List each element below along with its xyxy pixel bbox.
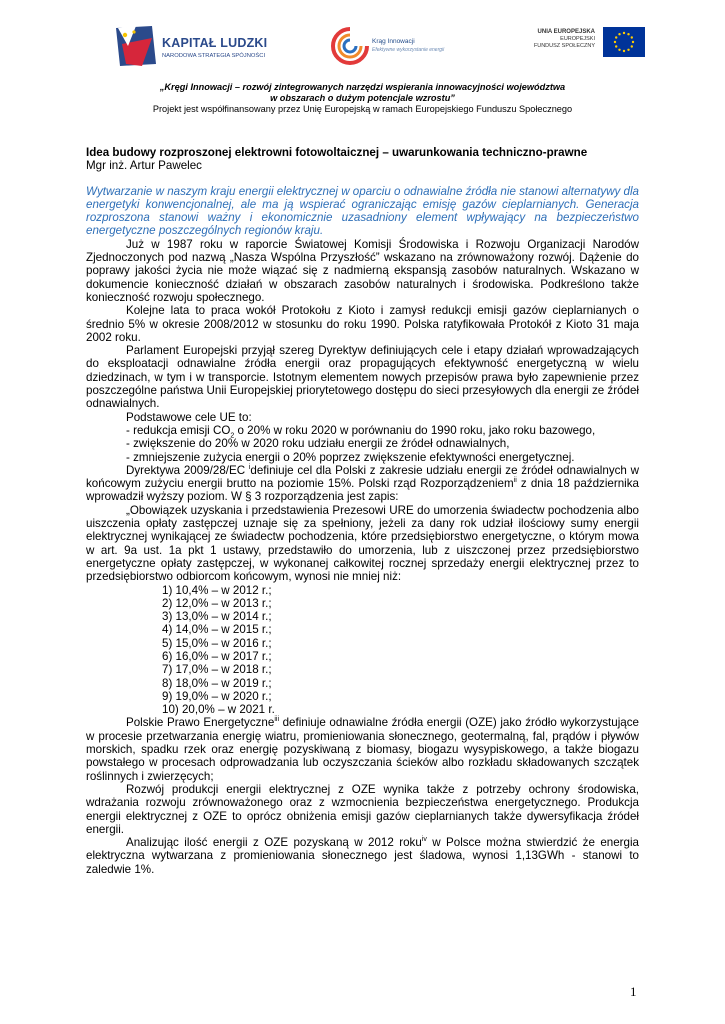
paragraph-2: Kolejne lata to praca wokół Protokołu z Kioto i zamysł redukcji emisji gazów cieplarnianych o średnio 5% w okresie 2008/2012 w stosunku do roku 1990. Polska ratyfikowała Protokół z Kioto 31 maja 2002 roku. <box>86 304 639 344</box>
p4-text-b: definiuje cel dla Polski z zakresie udziału energii ze źródeł odnawialnych w końcowym zużyciu energii brutto na poziomie 15%. Polski rząd Rozporządzeniem <box>86 463 639 491</box>
footnote-ref-iii[interactable]: iii <box>274 716 279 724</box>
levels-list <box>86 584 639 717</box>
unia-europejska-logo <box>530 25 645 63</box>
p7-text-a: Analizując ilość energii z OZE pozyskaną w 2012 roku <box>126 836 422 850</box>
level-item: 6) 16,0% – w 2017 r.; <box>162 649 272 663</box>
unia-line-1: UNIA EUROPEJSKA <box>537 29 595 35</box>
project-title-line-2: w obszarach o dużym potencjale wzrostu” <box>270 93 455 103</box>
level-item: 4) 14,0% – w 2015 r.; <box>162 623 272 637</box>
unia-line-3: FUNDUSZ SPOŁECZNY <box>533 43 595 49</box>
footnote-ref-i[interactable]: i <box>248 463 251 471</box>
kapital-ludzki-flag-icon <box>112 24 158 68</box>
p4-text-a: Dyrektywa 2009/28/EC <box>126 463 249 477</box>
footnote-ref-ii[interactable]: ii <box>513 477 517 485</box>
unia-europejska-text <box>534 29 595 50</box>
level-item: 3) 13,0% – w 2014 r.; <box>162 610 272 624</box>
goal-item-1 <box>86 423 639 440</box>
level-item: 7) 17,0% – w 2018 r.; <box>162 663 272 677</box>
p5-text-a: Polskie Prawo Energetyczne <box>126 716 275 730</box>
kapital-ludzki-subtitle: NARODOWA STRATEGIA SPÓJNOŚCI <box>162 53 266 59</box>
level-item: 1) 10,4% – w 2012 r.; <box>162 583 272 597</box>
footnote-ref-iv[interactable]: iv <box>421 836 427 844</box>
level-item: 10) 20,0% – w 2021 r. <box>162 703 275 717</box>
paragraph-5 <box>86 716 639 782</box>
regulation-quote: „Obowiązek uzyskania i przedstawienia Prezesowi URE do umorzenia świadectw pochodzenia albo uiszczenia opłaty zastępczej uznaje się za spełniony, jeżeli za dany rok udział ilościowy sumy energii elektrycznej wynikającej ze świadectw pochodzenia, które przedsiębiorstwo energetyczne, o którym mowa w art. 9a ust. 1a pkt 1 ustawy, przedstawiło do umorzenia, lub z uiszczonej przez przedsiębiorstwo energetyczne opłaty zastępczej, w wykonanej całkowitej rocznej sprzedaży energii elektrycznej przez to przedsiębiorstwo odbiorcom końcowym, wynosi nie mniej niż: <box>86 503 639 584</box>
paragraph-1: Już w 1987 roku w raporcie Światowej Komisji Środowiska i Rozwoju Organizacji Narodów Zjednoczonych pod nazwą „Nasza Wspólna Przyszłość” wskazano na zrównoważony rozwój. Dążenie do poprawy jakości życia nie może wiązać się z nadmierną ekspansją zasobów naturalnych. Wskazano w dokumencie konieczność działań w obszarach zasobów naturalnych i środowiska. Podkreślono także konieczność rozwoju społecznego. <box>86 237 639 304</box>
document-body <box>86 146 639 876</box>
goals-intro: Podstawowe cele UE to: <box>126 410 252 424</box>
paragraph-6: Rozwój produkcji energii elektrycznej z OZE wynika także z potrzeby ochrony środowiska, wdrażania rozwoju zrównoważonego oraz z wzmocnienia bezpieczeństwa energetycznego. Produkcja energii elektrycznej z OZE to oprócz obniżenia emisji gazów cieplarnianych także dywersyfikacja źródeł energii. <box>86 782 639 836</box>
kregi-innowacji-logo <box>330 26 460 66</box>
page-header <box>0 0 725 90</box>
level-item: 9) 19,0% – w 2020 r.; <box>162 689 272 703</box>
document-title: Idea budowy rozproszonej elektrowni fotowoltaicznej – uwarunkowania techniczno-prawne <box>86 146 588 159</box>
project-info <box>0 82 725 115</box>
p4-text-c: z dnia 18 października wprowadził wyższy poziom. W § 3 rozporządzenia jest zapis: <box>86 477 639 504</box>
goal-item-3: - zmniejszenie zużycia energii o 20% poprzez zwiększenie efektywności energetycznej. <box>126 450 575 464</box>
page-number: 1 <box>630 984 637 999</box>
kregi-innowacji-subtitle: Efektywne wykorzystanie energii <box>372 47 445 53</box>
project-funding-line: Projekt jest współfinansowany przez Unię Europejską w ramach Europejskiego Funduszu Społecznego <box>152 104 573 114</box>
kapital-ludzki-logo <box>112 22 282 72</box>
project-title-line-1: „Kręgi Innowacji – rozwój zintegrowanych narzędzi wspierania innowacyjności województwa <box>159 82 566 92</box>
unia-line-2: EUROPEJSKI <box>560 36 595 42</box>
paragraph-4 <box>86 464 639 504</box>
p7-text-b: w Polsce można stwierdzić że energia elektryczna wytwarzana z promieniowania słonecznego jest śladowa, wynosi 1,13GWh - stanowi to zaledwie 1%. <box>86 836 639 876</box>
goal-item-2: - zwiększenie do 20% w 2020 roku udziału energii ze źródeł odnawialnych, <box>126 437 510 451</box>
document-author: Mgr inż. Artur Pawelec <box>86 159 202 173</box>
level-item: 8) 18,0% – w 2019 r.; <box>162 676 272 690</box>
paragraph-7 <box>86 836 639 876</box>
p5-text-b: definiuje odnawialne źródła energii (OZE) jako źródło wykorzystujące w procesie przetwarzania energię wiatru, promieniowania słonecznego, geotermalną, fal, prądów i pływów morskich, spadku rzek oraz energię pozyskiwaną z biomasy, biogazu wysypiskowego, a także biogazu powstałego w procesach odprowadzania lub oczyszczania ścieków albo rozkładu składowanych szczątek roślinnych i zwierzęcych; <box>86 716 639 783</box>
kregi-innowacji-title: Krąg Innowacji <box>372 38 415 45</box>
abstract: Wytwarzanie w naszym kraju energii elektrycznej w oparciu o odnawialne źródła nie stanowi alternatywy dla energetyki konwencjonalnej, ale ma ją wspierać ograniczając emisję gazów cieplarnianych. Generacja rozproszona stanowi ważny i ekonomicznie uzasadniony element wpływający na bezpieczeństwo energetyczne poszczególnych regionów kraju. <box>86 184 639 238</box>
goal-1-text-b: o 20% w roku 2020 w porównaniu do 1990 roku, jako roku bazowego, <box>234 423 596 437</box>
goal-1-text-a: - redukcja emisji CO <box>126 423 231 437</box>
level-item: 2) 12,0% – w 2013 r.; <box>162 596 272 610</box>
co2-subscript: 2 <box>230 432 235 440</box>
level-item: 5) 15,0% – w 2016 r.; <box>162 636 272 650</box>
paragraph-3: Parlament Europejski przyjął szereg Dyrektyw definiujących cele i etapy działań wprowadzających do eksploatacji odnawialne źródła energii oraz propagujących efektywność energetyczną w wielu dziedzinach, w tym i w transporcie. Istotnym elementem nowych przepisów prawa było zapewnienie przez poszczególne państwa Unii Europejskiej priorytetowego dostępu do sieci przesyłowych dla energii ze źródeł odnawialnych. <box>86 344 639 411</box>
eu-flag-icon <box>603 27 645 57</box>
kapital-ludzki-title: KAPITAŁ LUDZKI <box>162 36 268 50</box>
kregi-innowacji-circle-icon <box>330 26 370 66</box>
